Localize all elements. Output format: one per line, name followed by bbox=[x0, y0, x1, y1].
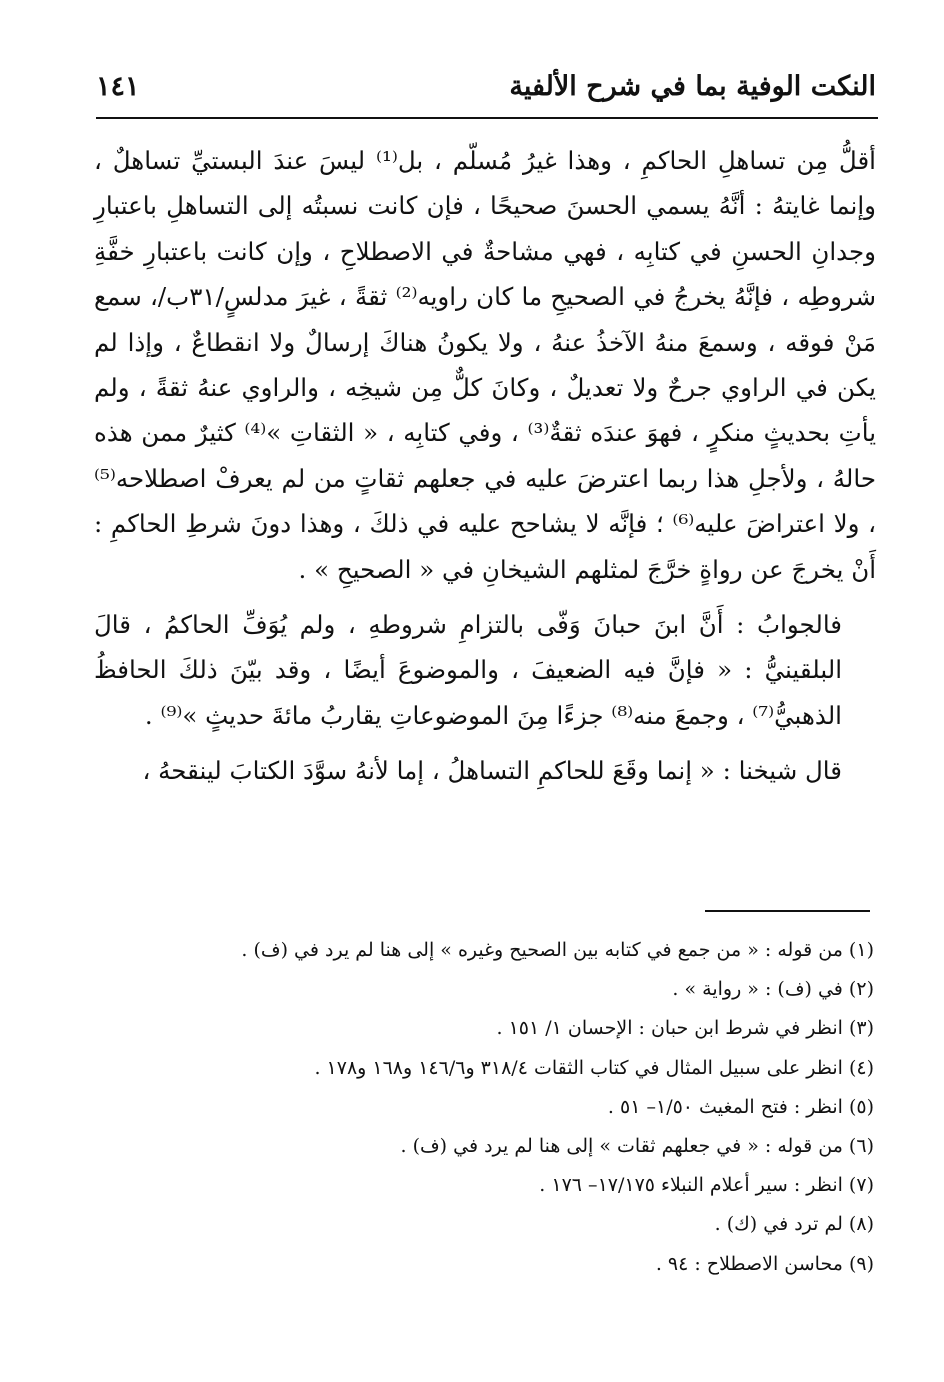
footnotes bbox=[94, 931, 874, 1284]
footnote-3: (٣) انظر في شرط ابن حبان : الإحسان ١/ ١٥١ . bbox=[496, 1017, 874, 1040]
main-text bbox=[94, 138, 876, 794]
footnote-9: (٩) محاسن الاصطلاح : ٩٤ . bbox=[655, 1252, 874, 1275]
running-header bbox=[96, 62, 876, 110]
footnote-1: (١) من قوله : « من جمع في كتابه بين الصحيح وغيره » إلى هنا لم يرد في (ف) . bbox=[241, 939, 874, 961]
footnote-4: (٤) انظر على سبيل المثال في كتاب الثقات ٣١٨/٤ و١٤٦/٦ و١٦٨ و١٧٨ . bbox=[314, 1056, 874, 1079]
page-number: ١٤١ bbox=[96, 70, 140, 102]
footnote-6: (٦) من قوله : « في جعلهم ثقات » إلى هنا لم يرد في (ف) . bbox=[400, 1135, 874, 1158]
header-divider bbox=[96, 117, 878, 119]
footnote-divider bbox=[705, 910, 870, 912]
footnote-8: (٨) لم ترد في (ك) . bbox=[714, 1213, 874, 1236]
footnote-2: (٢) في (ف) : « رواية » . bbox=[672, 978, 874, 1001]
footnote-5: (٥) انظر : فتح المغيث ١/٥٠– ٥١ . bbox=[607, 1095, 874, 1118]
footnote-7: (٧) انظر : سير أعلام النبلاء ١٧/١٧٥– ١٧٦ . bbox=[539, 1174, 874, 1197]
paragraph-2: فالجوابُ : أَنَّ ابنَ حبانَ وَفّى بالتزامِ شروطهِ ، ولم يُوَفِّ الحاكمُ ، قالَ البلقينيُّ : « فإنَّ فيه الضعيفَ ، والموضوعَ أيضًا ، وقد بيّنَ ذلكَ الحافظُ الذهبيُّ⁽⁷⁾ ، وجمعَ منه⁽⁸⁾ جزءًا مِنَ الموضوعاتِ يقاربُ مائةَ حديثٍ »⁽⁹⁾ . bbox=[94, 610, 842, 730]
paragraph-3: قال شيخنا : « إنما وقَعَ للحاكمِ التساهلُ ، إما لأنهُ سوَّدَ الكتابَ لينقحهُ ، bbox=[142, 756, 842, 786]
book-title: النكت الوفية بما في شرح الألفية bbox=[509, 70, 876, 102]
paragraph-1: أقلُّ مِن تساهلِ الحاكمِ ، وهذا غيرُ مُسلّم ، بل⁽¹⁾ ليسَ عندَ البستيِّ تساهلٌ ، وإنما غايتهُ : أنَّهُ يسمي الحسنَ صحيحًا ، فإن كانت نسبتُه إلى التساهلِ باعتبارِ وجدانِ الحسنِ في كتابِه ، فهي مشاحةٌ في الاصطلاحِ ، وإن كانت باعتبارِ خفَّةِ شروطِه ، فإنَّهُ يخرجُ في الصحيحِ ما كان راويه⁽²⁾ ثقةً ، غيرَ مدلسٍ/٣١ب/، سمع مَنْ فوقه ، وسمعَ منهُ الآخذُ عنهُ ، ولا يكونُ هناكَ إرسالٌ ولا انقطاعٌ ، وإذا لم يكن في الراوي جرحٌ ولا تعديلٌ ، وكانَ كلٌّ مِن شيخِه ، والراوي عنهُ ثقةً ، ولم يأتِ بحديثٍ منكرٍ ، فهوَ عندَه ثقةٌ⁽³⁾ ، وفي كتابِه ، « الثقاتِ »⁽⁴⁾ كثيرٌ ممن هذه حالهُ ، ولأجلِ هذا ربما اعترضَ عليه في جعلهم ثقاتٍ من لم يعرفْ اصطلاحه⁽⁵⁾ ، ولا اعتراضَ عليه⁽⁶⁾ ؛ فإنَّه لا يشاحح عليه في ذلكَ ، وهذا دونَ شرطِ الحاكمِ : أَنْ يخرجَ عن رواةٍ خرَّجَ لمثلهم الشيخانِ في « الصحيحِ » . bbox=[94, 146, 877, 584]
